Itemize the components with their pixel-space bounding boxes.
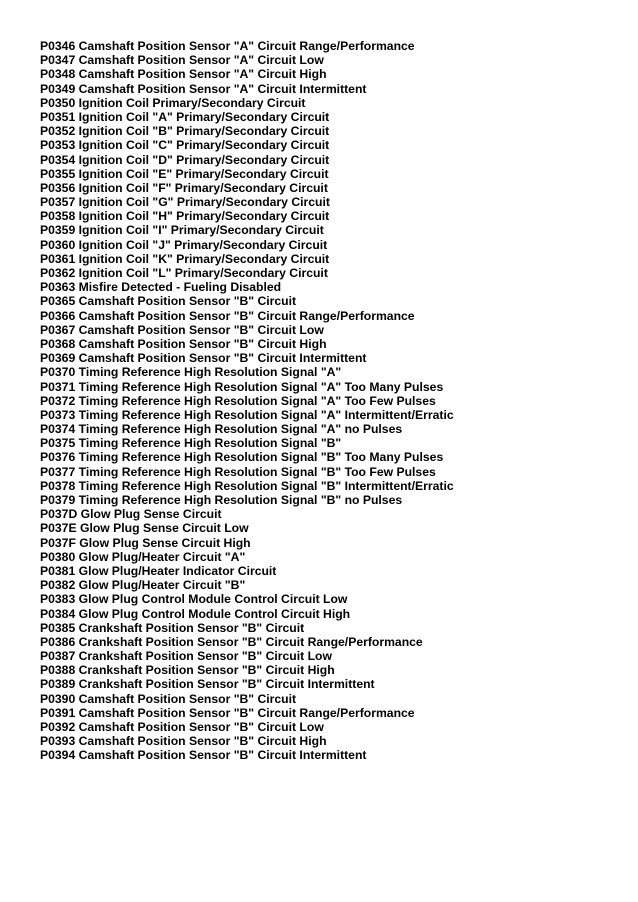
code-line: P0394 Camshaft Position Sensor "B" Circuit Intermittent: [40, 748, 367, 763]
code-line: P0369 Camshaft Position Sensor "B" Circuit Intermittent: [40, 351, 367, 366]
code-line: P0387 Crankshaft Position Sensor "B" Circuit Low: [40, 649, 332, 664]
code-line: P0385 Crankshaft Position Sensor "B" Circuit: [40, 620, 305, 635]
code-line: P0365 Camshaft Position Sensor "B" Circuit: [40, 294, 297, 309]
code-line: P0388 Crankshaft Position Sensor "B" Circuit High: [40, 663, 335, 678]
code-line: P0391 Camshaft Position Sensor "B" Circuit Range/Performance: [40, 705, 415, 720]
code-line: P0378 Timing Reference High Resolution Signal "B" Intermittent/Erratic: [40, 478, 454, 493]
code-line: P0380 Glow Plug/Heater Circuit "A": [40, 549, 246, 564]
code-line: P0373 Timing Reference High Resolution Signal "A" Intermittent/Erratic: [40, 407, 454, 422]
code-line: P0348 Camshaft Position Sensor "A" Circuit High: [40, 67, 327, 82]
code-line: P0350 Ignition Coil Primary/Secondary Circuit: [40, 95, 306, 110]
code-line: P0372 Timing Reference High Resolution Signal "A" Too Few Pulses: [40, 393, 436, 408]
code-line: P0347 Camshaft Position Sensor "A" Circuit Low: [40, 53, 324, 68]
diagnostic-code-list: [40, 39, 454, 763]
code-line: P0379 Timing Reference High Resolution Signal "B" no Pulses: [40, 493, 403, 507]
code-line: P0389 Crankshaft Position Sensor "B" Circuit Intermittent: [40, 677, 375, 692]
code-line: P0367 Camshaft Position Sensor "B" Circuit Low: [40, 322, 324, 337]
code-line: P0356 Ignition Coil "F" Primary/Secondary Circuit: [40, 180, 328, 195]
code-line: P0370 Timing Reference High Resolution Signal "A": [40, 365, 342, 380]
code-line: P0360 Ignition Coil "J" Primary/Secondary Circuit: [40, 237, 328, 252]
code-line: P0355 Ignition Coil "E" Primary/Secondary Circuit: [40, 166, 329, 181]
code-line: P0383 Glow Plug Control Module Control Circuit Low: [40, 592, 348, 607]
code-line: P0363 Misfire Detected - Fueling Disabled: [40, 280, 282, 295]
code-line: P0393 Camshaft Position Sensor "B" Circuit High: [40, 734, 327, 749]
code-line: P037E Glow Plug Sense Circuit Low: [40, 521, 249, 536]
code-line: P0382 Glow Plug/Heater Circuit "B": [40, 578, 246, 593]
code-line: P0375 Timing Reference High Resolution Signal "B": [40, 436, 342, 451]
code-line: P0358 Ignition Coil "H" Primary/Secondary Circuit: [40, 209, 330, 224]
code-line: P0354 Ignition Coil "D" Primary/Secondary Circuit: [40, 152, 330, 167]
code-line: P0386 Crankshaft Position Sensor "B" Circuit Range/Performance: [40, 634, 423, 649]
code-line: P0377 Timing Reference High Resolution Signal "B" Too Few Pulses: [40, 464, 436, 479]
code-line: P0353 Ignition Coil "C" Primary/Secondary Circuit: [40, 138, 330, 153]
code-line: P0376 Timing Reference High Resolution Signal "B" Too Many Pulses: [40, 450, 444, 465]
code-line: P037D Glow Plug Sense Circuit: [40, 507, 222, 522]
code-line: P0346 Camshaft Position Sensor "A" Circuit Range/Performance: [40, 39, 415, 53]
code-line: P0349 Camshaft Position Sensor "A" Circuit Intermittent: [40, 81, 367, 96]
code-line: P0351 Ignition Coil "A" Primary/Secondary Circuit: [40, 109, 330, 124]
code-line: P0390 Camshaft Position Sensor "B" Circuit: [40, 691, 297, 706]
code-line: P0361 Ignition Coil "K" Primary/Secondary Circuit: [40, 251, 330, 266]
code-line: P0381 Glow Plug/Heater Indicator Circuit: [40, 563, 277, 578]
code-line: P0368 Camshaft Position Sensor "B" Circuit High: [40, 336, 327, 351]
code-line: P0352 Ignition Coil "B" Primary/Secondary Circuit: [40, 124, 330, 139]
code-line: P0359 Ignition Coil "I" Primary/Secondary Circuit: [40, 223, 324, 238]
code-line: P0384 Glow Plug Control Module Control Circuit High: [40, 606, 351, 621]
code-line: P0371 Timing Reference High Resolution Signal "A" Too Many Pulses: [40, 379, 444, 394]
code-line: P0362 Ignition Coil "L" Primary/Secondary Circuit: [40, 266, 328, 280]
code-line: P0392 Camshaft Position Sensor "B" Circuit Low: [40, 720, 324, 734]
code-line: P0366 Camshaft Position Sensor "B" Circuit Range/Performance: [40, 308, 415, 323]
code-line: P037F Glow Plug Sense Circuit High: [40, 535, 251, 550]
code-line: P0357 Ignition Coil "G" Primary/Secondary Circuit: [40, 195, 330, 210]
code-line: P0374 Timing Reference High Resolution Signal "A" no Pulses: [40, 422, 403, 437]
